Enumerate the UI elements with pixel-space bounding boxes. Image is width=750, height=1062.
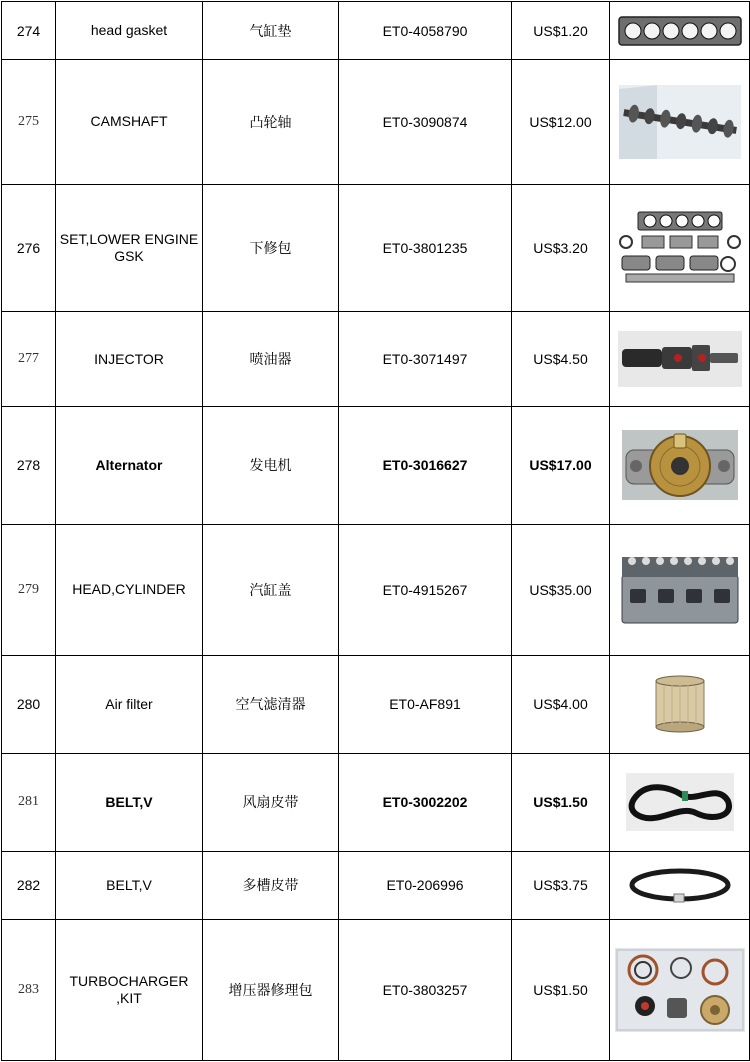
- unit-price: US$12.00: [512, 60, 610, 184]
- injector-image: [610, 312, 750, 407]
- part-number: ET0-3002202: [339, 753, 512, 851]
- part-name-chinese: 风扇皮带: [203, 753, 339, 851]
- part-number: ET0-3090874: [339, 60, 512, 184]
- table-row: [2, 60, 750, 184]
- part-name: Air filter: [56, 655, 203, 753]
- unit-price: US$35.00: [512, 524, 610, 655]
- unit-price: US$17.00: [512, 406, 610, 524]
- table-row: [2, 753, 750, 851]
- item-number: 275: [2, 60, 56, 184]
- part-number: ET0-3071497: [339, 312, 512, 407]
- table-row: [2, 184, 750, 312]
- item-number: 274: [2, 2, 56, 60]
- table-row: [2, 524, 750, 655]
- part-name-chinese: 多槽皮带: [203, 851, 339, 919]
- part-number: ET0-3803257: [339, 919, 512, 1060]
- part-name: BELT,V: [56, 851, 203, 919]
- unit-price: US$3.75: [512, 851, 610, 919]
- part-name-chinese: 增压器修理包: [203, 919, 339, 1060]
- item-number: 279: [2, 524, 56, 655]
- item-number: 281: [2, 753, 56, 851]
- parts-price-table: [1, 1, 750, 1061]
- part-name-chinese: 凸轮轴: [203, 60, 339, 184]
- air-filter-image: [610, 655, 750, 753]
- item-number: 280: [2, 655, 56, 753]
- unit-price: US$1.50: [512, 919, 610, 1060]
- unit-price: US$4.50: [512, 312, 610, 407]
- table-row: [2, 655, 750, 753]
- item-number: 276: [2, 184, 56, 312]
- part-name: CAMSHAFT: [56, 60, 203, 184]
- unit-price: US$3.20: [512, 184, 610, 312]
- gasket-set-image: [610, 184, 750, 312]
- table-row: [2, 312, 750, 407]
- v-belt-image: [610, 753, 750, 851]
- part-name-chinese: 气缸垫: [203, 2, 339, 60]
- part-name: Alternator: [56, 406, 203, 524]
- table-row: [2, 919, 750, 1060]
- table-row: [2, 2, 750, 60]
- part-name-chinese: 空气滤清器: [203, 655, 339, 753]
- part-name: INJECTOR: [56, 312, 203, 407]
- table-row: [2, 406, 750, 524]
- unit-price: US$4.00: [512, 655, 610, 753]
- item-number: 283: [2, 919, 56, 1060]
- part-name: TURBOCHARGER ,KIT: [56, 919, 203, 1060]
- part-name-chinese: 喷油器: [203, 312, 339, 407]
- part-number: ET0-3016627: [339, 406, 512, 524]
- item-number: 282: [2, 851, 56, 919]
- turbo-kit-image: [610, 919, 750, 1060]
- part-name: head gasket: [56, 2, 203, 60]
- part-number: ET0-4058790: [339, 2, 512, 60]
- head-gasket-image: [610, 2, 750, 60]
- item-number: 277: [2, 312, 56, 407]
- part-name-chinese: 汽缸盖: [203, 524, 339, 655]
- part-number: ET0-4915267: [339, 524, 512, 655]
- camshaft-image: [610, 60, 750, 184]
- unit-price: US$1.50: [512, 753, 610, 851]
- item-number: 278: [2, 406, 56, 524]
- part-name-chinese: 下修包: [203, 184, 339, 312]
- table-row: [2, 851, 750, 919]
- ribbed-belt-image: [610, 851, 750, 919]
- part-number: ET0-AF891: [339, 655, 512, 753]
- part-name: HEAD,CYLINDER: [56, 524, 203, 655]
- unit-price: US$1.20: [512, 2, 610, 60]
- part-name-chinese: 发电机: [203, 406, 339, 524]
- part-number: ET0-3801235: [339, 184, 512, 312]
- part-name: SET,LOWER ENGINE GSK: [56, 184, 203, 312]
- part-name: BELT,V: [56, 753, 203, 851]
- alternator-image: [610, 406, 750, 524]
- part-number: ET0-206996: [339, 851, 512, 919]
- cylinder-head-image: [610, 524, 750, 655]
